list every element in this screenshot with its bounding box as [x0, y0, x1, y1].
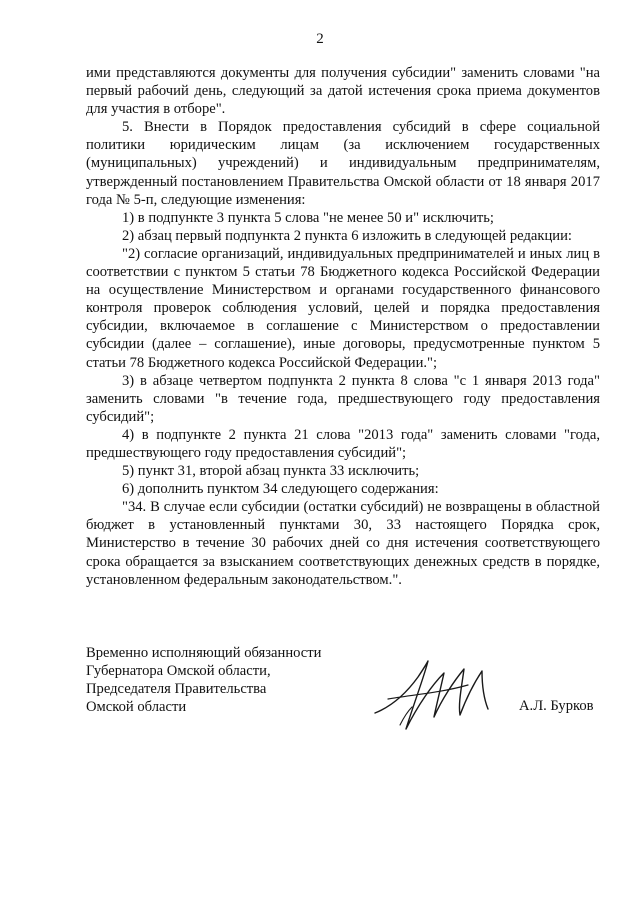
paragraph-quoted-subitem-2: "2) согласие организаций, индивидуальных предпринимателей и иных лиц в соответствии с пунктом 5 статьи 78 Бюджетного кодекса Российской Федерации на осуществление Министерством и органами государственного финансового контроля проверок соблюдения условий, целей и порядка предоставления субсидии, включаемое в соглашение с Министерством о предоставлении субсидии (далее – соглашение), иные договоры, предусмотренные пунктом 5 статьи 78 Бюджетного кодекса Российской Федерации.";	[86, 245, 600, 371]
paragraph-subitem-1: 1) в подпункте 3 пункта 5 слова "не менее 50 и" исключить;	[122, 209, 494, 226]
paragraph-subitem-3: 3) в абзаце четвертом подпункта 2 пункта 8 слова "с 1 января 2013 года" заменить словами "в течение года, предшествующего году предоставления субсидий";	[86, 372, 600, 425]
page-number: 2	[316, 31, 324, 47]
paragraph-subitem-4: 4) в подпункте 2 пункта 21 слова "2013 года" заменить словами "года, предшествующего году предоставления субсидий";	[86, 426, 600, 461]
paragraph-subitem-6: 6) дополнить пунктом 34 следующего содержания:	[122, 481, 439, 498]
signatory-position-line: Омской области	[86, 699, 187, 716]
paragraph-subitem-5: 5) пункт 31, второй абзац пункта 33 исключить;	[122, 463, 420, 480]
paragraph-quoted-item-34: "34. В случае если субсидии (остатки субсидий) не возвращены в областной бюджет в установленный пунктами 30, 33 настоящего Порядка срок, Министерство в течение 30 рабочих дней со дня истечения соответствующего срока обращается за взысканием соответствующих денежных средств в порядке, установленном федеральным законодательством.".	[86, 499, 600, 588]
signatory-position	[86, 644, 386, 716]
signatory-position-line: Губернатора Омской области,	[86, 663, 271, 680]
handwritten-signature	[370, 655, 510, 735]
signatory-position-line: Председателя Правительства	[86, 681, 267, 698]
signatory-position-line: Временно исполняющий обязанности	[86, 645, 322, 661]
document-body	[86, 64, 600, 589]
paragraph-continuation: ими представляются документы для получения субсидии" заменить словами "на первый рабочий день, следующий за датой истечения срока приема документов для участия в отборе".	[86, 65, 600, 118]
signatory-name: А.Л. Бурков	[519, 698, 594, 714]
paragraph-item-5: 5. Внести в Порядок предоставления субсидий в сфере социальной политики юридическим лицам (за исключением государственных (муниципальных) учреждений) и индивидуальным предпринимателям, утвержденный постановлением Правительства Омской области от 18 января 2017 года № 5-п, следующие изменения:	[86, 119, 600, 208]
paragraph-subitem-2: 2) абзац первый подпункта 2 пункта 6 изложить в следующей редакции:	[122, 227, 572, 244]
